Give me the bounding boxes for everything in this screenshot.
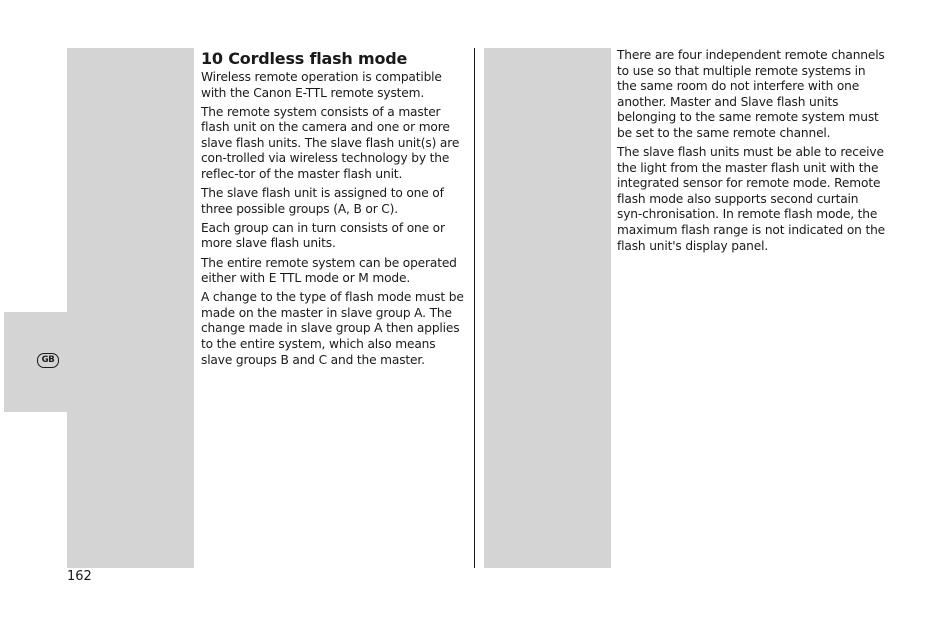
column-divider <box>474 48 475 568</box>
right-margin-column <box>484 48 611 568</box>
paragraph: There are four independent remote channels to use so that multiple remote systems in the same room do not interfere with one another. Master and Slave flash units belonging to the same remote system must be set to the same remote channel. <box>617 48 885 140</box>
paragraph: The slave flash unit is assigned to one of three possible groups (A, B or C). <box>201 186 444 216</box>
paragraph: A change to the type of flash mode must be made on the master in slave group A. The change made in slave group A then applies to the entire system, which also means slave groups B and C and the master. <box>201 290 464 367</box>
left-text-column <box>201 48 467 372</box>
language-badge: GB <box>37 353 59 368</box>
left-margin-column <box>67 48 194 568</box>
paragraph: The remote system consists of a master flash unit on the camera and one or more slave flash units. The slave flash unit(s) are con-trolled via wireless technology by the reflec-tor of the master flash unit. <box>201 104 460 182</box>
paragraph: The slave flash units must be able to receive the light from the master flash unit with the integrated sensor for remote mode. Remote flash mode also supports second curtain syn-chronisation. In remote flash mode, the maximum flash range is not indicated on the flash unit's display panel. <box>617 145 886 253</box>
right-text-column <box>617 48 887 258</box>
paragraph: Each group can in turn consists of one or more slave flash units. <box>201 220 445 251</box>
page-number: 162 <box>67 569 92 584</box>
paragraph: The entire remote system can be operated either with E TTL mode or M mode. <box>201 255 457 286</box>
paragraph: Wireless remote operation is compatible with the Canon E-TTL remote system. <box>201 70 442 100</box>
section-heading: 10 Cordless flash mode <box>201 49 408 68</box>
